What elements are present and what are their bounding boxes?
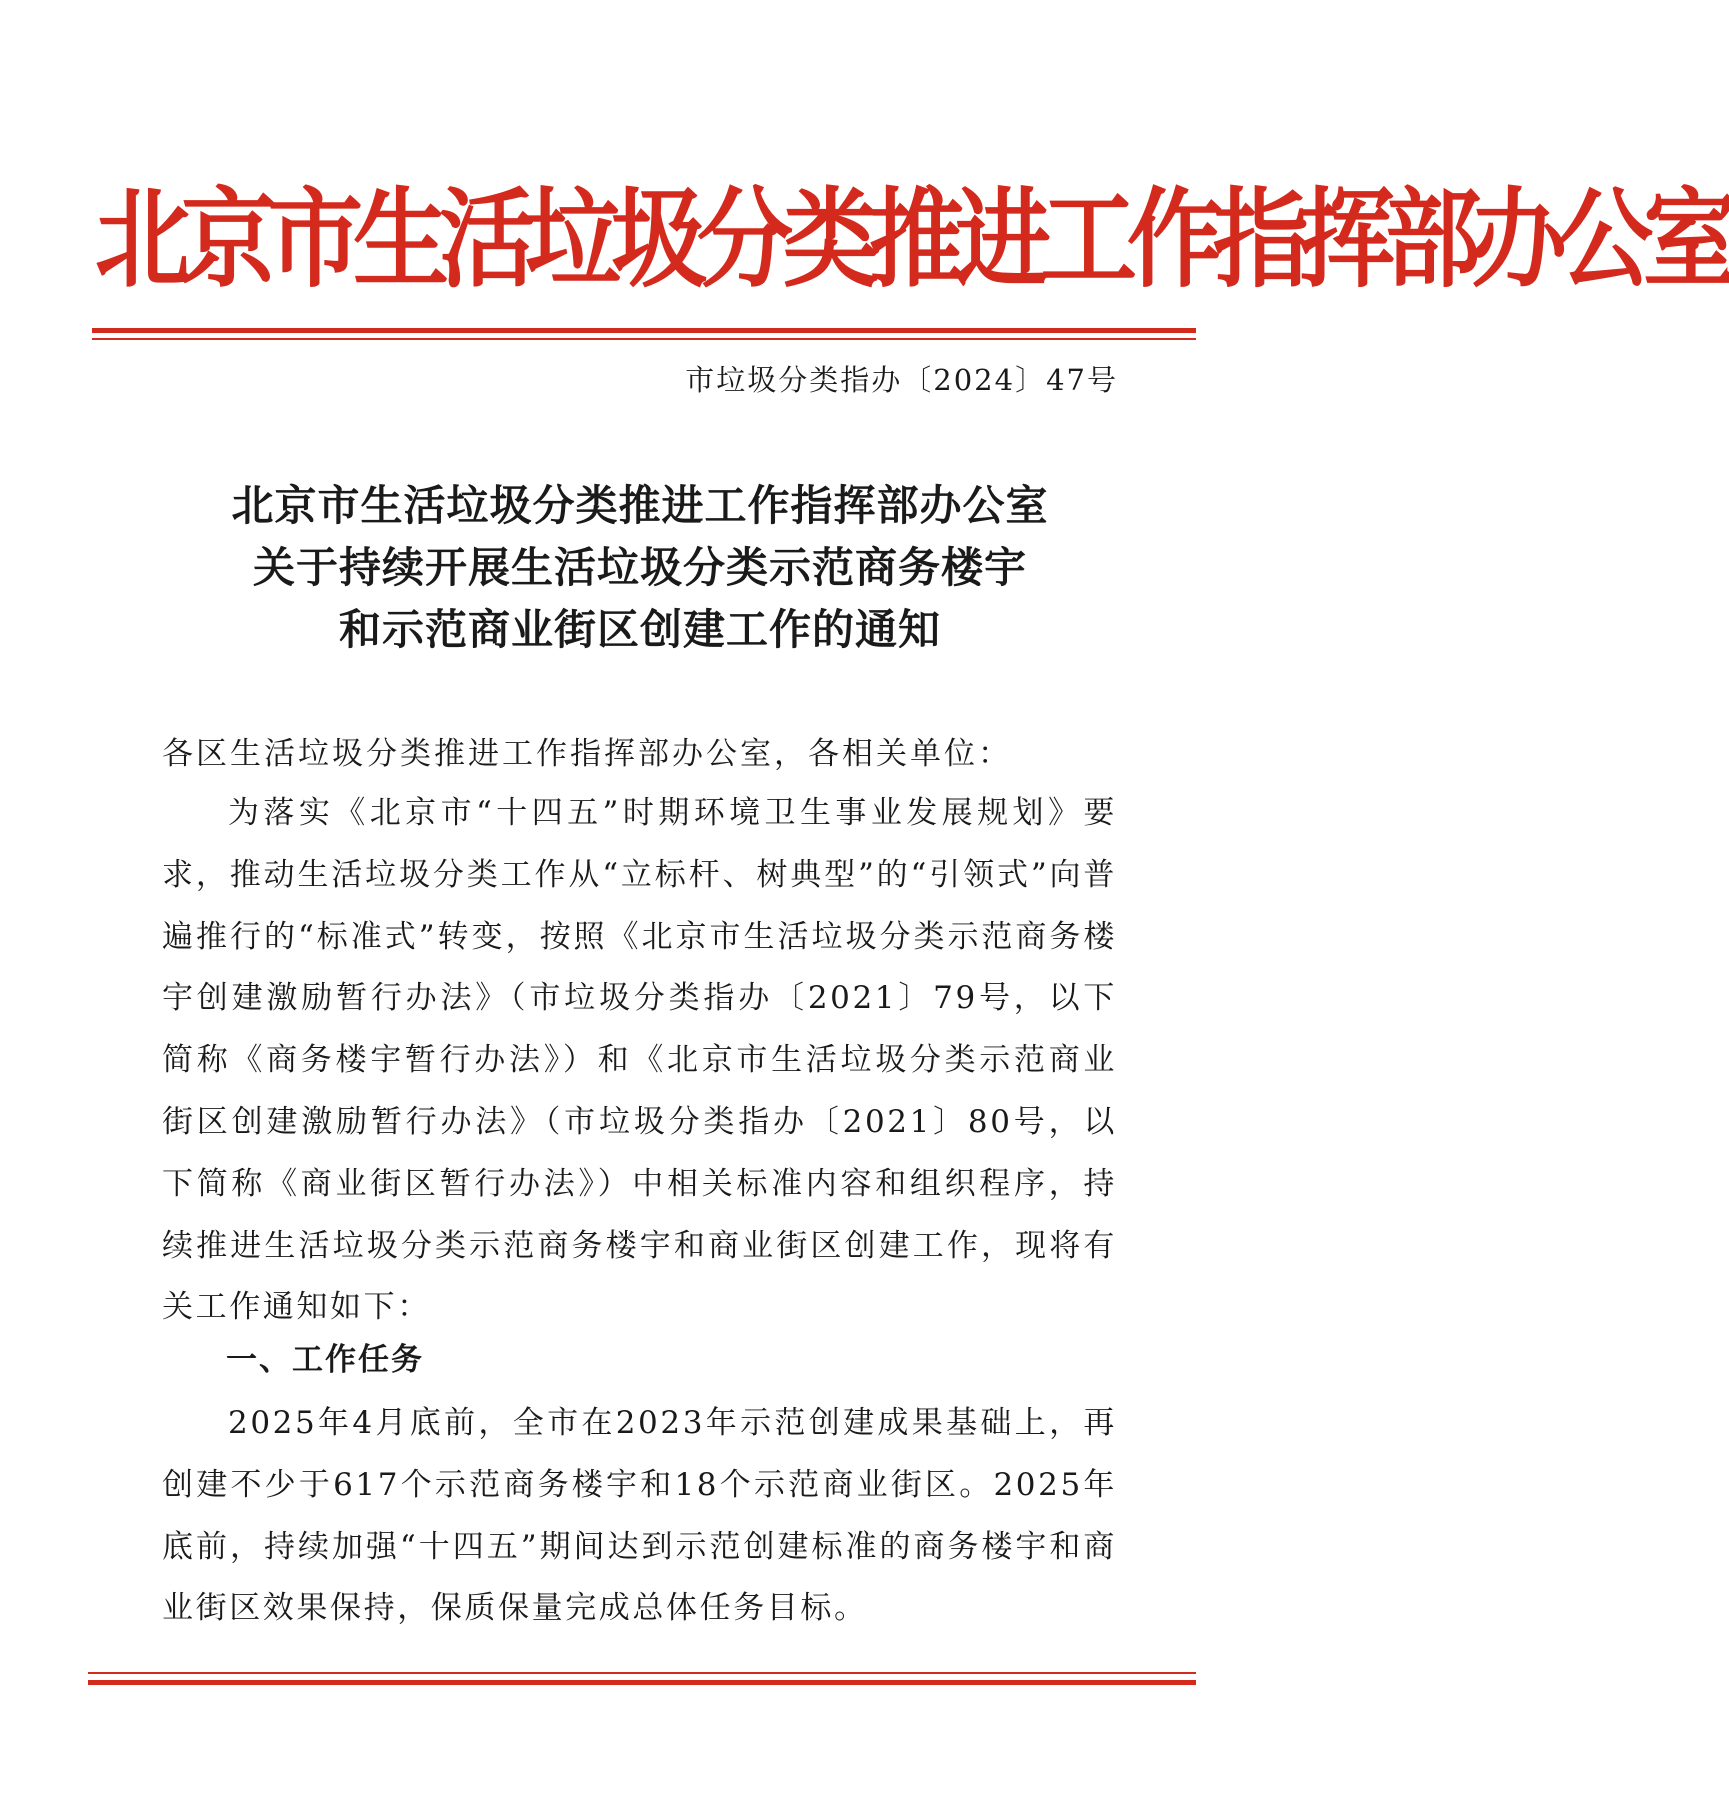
footer-red-rule-thick bbox=[88, 1680, 1196, 1685]
document-title-line: 北京市生活垃圾分类推进工作指挥部办公室 bbox=[231, 481, 1049, 530]
footer-red-rule-thin bbox=[88, 1672, 1196, 1674]
document-title bbox=[160, 475, 1120, 661]
body-paragraph: 为落实《北京市“十四五”时期环境卫生事业发展规划》要求，推动生活垃圾分类工作从“立标杆、树典型”的“引领式”向普遍推行的“标准式”转变，按照《北京市生活垃圾分类示范商务楼宇创建激励暂行办法》（市垃圾分类指办〔2021〕79号，以下简称《商务楼宇暂行办法》）和《北京市生活垃圾分类示范商业街区创建激励暂行办法》（市垃圾分类指办〔2021〕80号，以下简称《商业街区暂行办法》）中相关标准内容和组织程序，持续推进生活垃圾分类示范商务楼宇和商业街区创建工作，现将有关工作通知如下： bbox=[162, 795, 1117, 1326]
document-title-line: 关于持续开展生活垃圾分类示范商务楼宇 bbox=[252, 543, 1027, 592]
header-red-rule-thin bbox=[92, 338, 1196, 340]
salutation: 各区生活垃圾分类推进工作指挥部办公室，各相关单位： bbox=[162, 736, 1012, 772]
header-red-rule-thick bbox=[92, 328, 1196, 333]
issuing-organization-header: 北京市生活垃圾分类推进工作指挥部办公室 bbox=[95, 176, 1729, 303]
section-paragraph: 2025年4月底前，全市在2023年示范创建成果基础上，再创建不少于617个示范商务楼宇和18个示范商业街区。2025年底前，持续加强“十四五”期间达到示范创建标准的商务楼宇和商业街区效果保持，保质保量完成总体任务目标。 bbox=[162, 1405, 1117, 1627]
document-title-line: 和示范商业街区创建工作的通知 bbox=[338, 605, 941, 654]
section-heading: 一、工作任务 bbox=[226, 1342, 424, 1378]
document-number: 市垃圾分类指办〔2024〕47号 bbox=[685, 363, 1118, 397]
